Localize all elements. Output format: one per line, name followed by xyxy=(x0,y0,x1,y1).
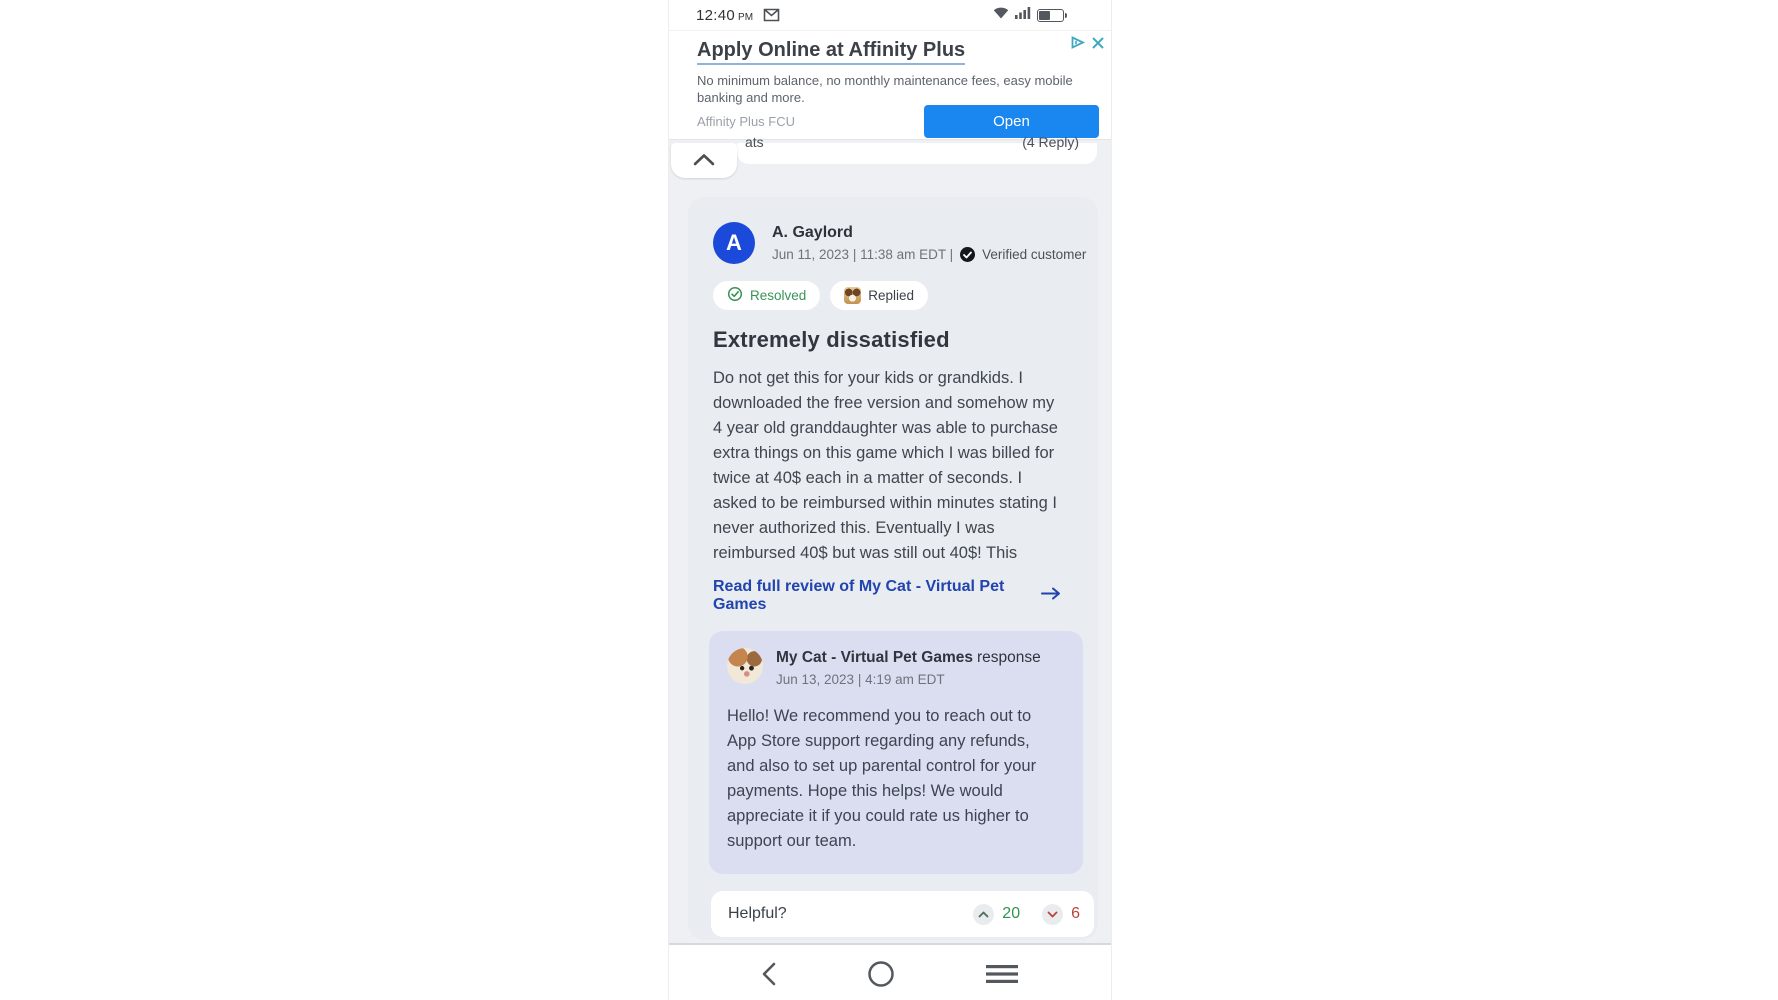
response-header-text xyxy=(776,648,1041,687)
chevron-up-icon xyxy=(978,911,989,918)
review-date: Jun 11, 2023 | 11:38 am EDT | xyxy=(772,247,954,262)
ad-corner-icons xyxy=(1070,35,1105,55)
collapse-button[interactable] xyxy=(671,143,737,178)
review-meta xyxy=(772,247,1086,262)
battery-icon xyxy=(1037,9,1064,22)
menu-icon xyxy=(986,964,1018,984)
helpful-row xyxy=(711,891,1094,937)
ad-banner xyxy=(669,30,1111,140)
status-right xyxy=(993,6,1064,24)
status-time xyxy=(696,7,753,25)
response-header xyxy=(727,648,1065,687)
review-header-text xyxy=(772,222,1086,264)
status-left xyxy=(696,6,780,25)
clipped-text-left: ats xyxy=(745,134,764,150)
ad-description: No minimum balance, no monthly maintenance fees, easy mobile banking and more. xyxy=(697,73,1073,105)
clock-meridiem: PM xyxy=(738,11,754,23)
response-title xyxy=(776,649,1041,667)
replied-label: Replied xyxy=(868,288,915,303)
verified-label: Verified customer xyxy=(982,247,1087,262)
arrow-right-icon xyxy=(1041,587,1061,605)
verified-check-icon xyxy=(960,247,975,262)
review-header xyxy=(713,222,1087,264)
vote-up-button[interactable] xyxy=(973,904,994,925)
vote-controls xyxy=(973,904,1080,925)
company-avatar xyxy=(727,648,763,684)
wifi-icon xyxy=(993,6,1009,24)
app-avatar-icon xyxy=(844,287,861,304)
downvote-count: 6 xyxy=(1071,905,1080,922)
read-full-review-text: Read full review of My Cat - Virtual Pet Games xyxy=(713,578,1005,613)
nav-home-button[interactable] xyxy=(867,960,895,988)
read-full-review-link[interactable] xyxy=(713,578,1061,614)
ad-advertiser: Affinity Plus FCU xyxy=(697,113,796,129)
ad-open-button[interactable]: Open xyxy=(924,105,1099,138)
signal-icon xyxy=(1015,6,1031,24)
company-name: My Cat - Virtual Pet Games xyxy=(776,649,973,666)
reviewer-name: A. Gaylord xyxy=(772,224,853,241)
previous-review-remnant xyxy=(737,134,1097,164)
badge-row xyxy=(713,281,1061,310)
ad-headline-link[interactable]: Apply Online at Affinity Plus xyxy=(697,39,965,65)
upvote-count: 20 xyxy=(1002,905,1021,922)
nav-back-button[interactable] xyxy=(762,962,776,986)
avatar: A xyxy=(713,222,755,264)
gmail-notification-icon xyxy=(763,8,780,27)
review-card xyxy=(688,197,1098,940)
company-response-card xyxy=(709,631,1083,874)
review-body: Do not get this for your kids or grandkids. I downloaded the free version and somehow my 4 year old granddaughter was able to purchase extra things on this game which I was billed for twice at 40$ each in a matter of seconds. I asked to be reimbursed within minutes stating I never authorized this. Eventually I was reimbursed 40$ but was still out 40$! This xyxy=(713,369,1058,562)
resolved-label: Resolved xyxy=(750,288,807,303)
response-date: Jun 13, 2023 | 4:19 am EDT xyxy=(776,672,945,687)
clock-text: 12:40 xyxy=(696,6,736,24)
nav-menu-button[interactable] xyxy=(986,964,1018,984)
ad-bottom-row xyxy=(697,104,1099,138)
response-body: Hello! We recommend you to reach out to App Store support regarding any refunds, and also to set up parental control for your payments. Hope this helps! We would appreciate it if you could rate us higher to support our team. xyxy=(727,707,1037,850)
replied-badge xyxy=(830,281,928,310)
chevron-down-icon xyxy=(1047,911,1058,918)
chevron-up-icon xyxy=(692,153,716,169)
vote-down-button[interactable] xyxy=(1042,904,1063,925)
status-bar xyxy=(669,0,1111,30)
adchoices-icon[interactable] xyxy=(1070,35,1086,55)
android-nav-bar xyxy=(669,947,1111,1000)
review-title: Extremely dissatisfied xyxy=(713,327,950,352)
phone-screen xyxy=(668,0,1112,1000)
helpful-label: Helpful? xyxy=(728,905,787,922)
resolved-badge xyxy=(713,281,820,310)
resolved-check-icon xyxy=(727,286,743,305)
back-chevron-icon xyxy=(762,962,776,986)
response-word: response xyxy=(976,649,1041,666)
clipped-text-right: (4 Reply) xyxy=(1022,134,1079,150)
ad-close-icon[interactable] xyxy=(1091,36,1105,55)
home-circle-icon xyxy=(867,960,895,988)
content-area[interactable] xyxy=(669,134,1111,945)
